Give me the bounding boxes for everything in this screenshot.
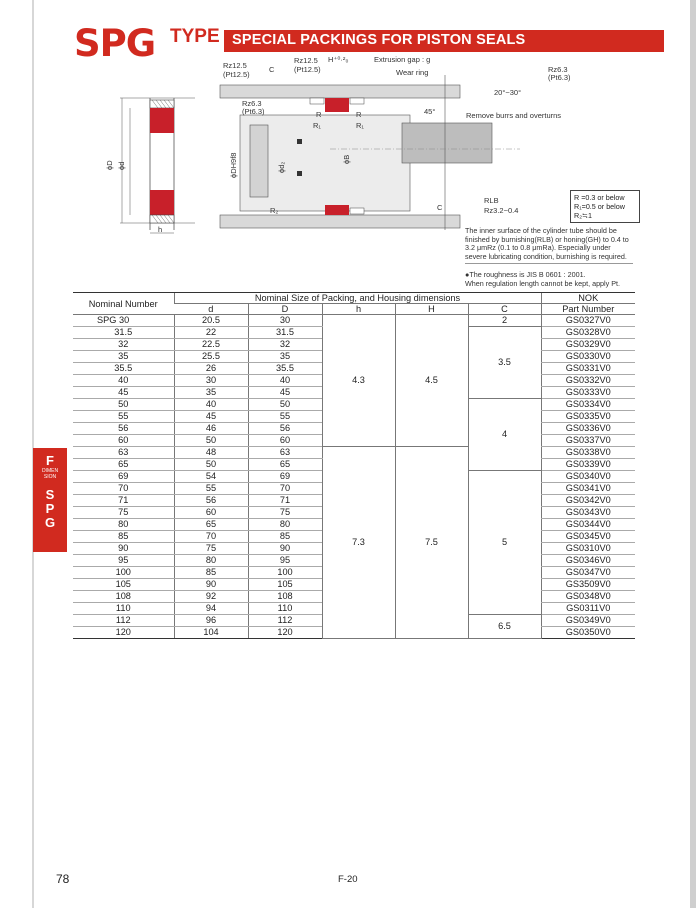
D-cell: 32 bbox=[248, 339, 322, 351]
part-number-cell: GS0341V0 bbox=[541, 483, 635, 495]
D-cell: 30 bbox=[248, 315, 322, 327]
nominal-number-cell: 95 bbox=[73, 555, 174, 567]
side-tab-p: P bbox=[45, 501, 55, 516]
part-number-cell: GS0329V0 bbox=[541, 339, 635, 351]
part-number-cell: GS0339V0 bbox=[541, 459, 635, 471]
part-number-cell: GS0347V0 bbox=[541, 567, 635, 579]
radius-r1-left: R₁ bbox=[313, 121, 321, 130]
nominal-number-cell: 100 bbox=[73, 567, 174, 579]
col-part-number: Part Number bbox=[541, 304, 635, 315]
dim-h: h bbox=[158, 225, 163, 234]
nominal-number-cell: 112 bbox=[73, 615, 174, 627]
nominal-number-cell: 35 bbox=[73, 351, 174, 363]
nominal-number-cell: 63 bbox=[73, 447, 174, 459]
D-cell: 108 bbox=[248, 591, 322, 603]
d-cell: 92 bbox=[174, 591, 248, 603]
side-tab-g: G bbox=[44, 515, 56, 530]
part-number-cell: GS0342V0 bbox=[541, 495, 635, 507]
d-cell: 55 bbox=[174, 483, 248, 495]
table-body bbox=[73, 315, 635, 639]
rz3-2-label: Rz3.2~0.4 bbox=[484, 206, 519, 215]
page-number: 78 bbox=[56, 872, 70, 886]
d-cell: 20.5 bbox=[174, 315, 248, 327]
part-number-cell: GS0333V0 bbox=[541, 387, 635, 399]
page-title: SPECIAL PACKINGS FOR PISTON SEALS bbox=[232, 32, 526, 48]
D-cell: 45 bbox=[248, 387, 322, 399]
d-cell: 22 bbox=[174, 327, 248, 339]
d-cell: 26 bbox=[174, 363, 248, 375]
d-cell: 46 bbox=[174, 423, 248, 435]
D-cell: 56 bbox=[248, 423, 322, 435]
d-cell: 45 bbox=[174, 411, 248, 423]
part-number-cell: GS0330V0 bbox=[541, 351, 635, 363]
D-cell: 35.5 bbox=[248, 363, 322, 375]
part-number-cell: GS0334V0 bbox=[541, 399, 635, 411]
H-cell: 4.5 bbox=[395, 315, 468, 447]
nominal-number-cell: 55 bbox=[73, 411, 174, 423]
radius-r2: R₂ bbox=[270, 206, 279, 215]
nominal-number-cell: 56 bbox=[73, 423, 174, 435]
d-cell: 56 bbox=[174, 495, 248, 507]
part-number-cell: GS0311V0 bbox=[541, 603, 635, 615]
D-cell: 110 bbox=[248, 603, 322, 615]
part-number-cell: GS0343V0 bbox=[541, 507, 635, 519]
head-size: Nominal Size of Packing, and Housing dimensions bbox=[174, 293, 541, 304]
nominal-number-cell: SPG 30 bbox=[73, 315, 174, 327]
d-cell: 75 bbox=[174, 543, 248, 555]
C-cell: 6.5 bbox=[468, 615, 541, 639]
title-banner bbox=[224, 30, 664, 52]
rz6-3-right: Rz6.3 bbox=[548, 65, 568, 74]
d-cell: 85 bbox=[174, 567, 248, 579]
nominal-number-cell: 120 bbox=[73, 627, 174, 639]
col-D: D bbox=[248, 304, 322, 315]
d-cell: 40 bbox=[174, 399, 248, 411]
legend-r: R =0.3 or below bbox=[574, 193, 625, 202]
nominal-number-cell: 35.5 bbox=[73, 363, 174, 375]
head-nominal-number: Nominal Number bbox=[73, 293, 174, 315]
d-cell: 54 bbox=[174, 471, 248, 483]
chamfer-angle: 20°~30° bbox=[494, 88, 522, 97]
legend-r1: R₁=0.5 or below bbox=[574, 202, 625, 211]
C-cell: 2 bbox=[468, 315, 541, 327]
D-cell: 69 bbox=[248, 471, 322, 483]
D-cell: 95 bbox=[248, 555, 322, 567]
part-number-cell: GS0349V0 bbox=[541, 615, 635, 627]
part-number-cell: GS0345V0 bbox=[541, 531, 635, 543]
part-number-cell: GS0337V0 bbox=[541, 435, 635, 447]
table-row bbox=[73, 315, 635, 327]
finish-note: The inner surface of the cylinder tube should be finished by burnishing(RLB) or honing(GH) to 0.4 to 3.2 μmRz (0.1 to 0.8 μmRa). Especially under severe lubricating condition, burnishing is required. bbox=[465, 227, 633, 264]
chamfer-c-bottom: C bbox=[437, 203, 443, 212]
C-cell: 5 bbox=[468, 471, 541, 615]
rz12-5-left: Rz12.5 bbox=[223, 61, 247, 70]
D-cell: 35 bbox=[248, 351, 322, 363]
radius-r-left: R bbox=[316, 110, 322, 119]
d-cell: 90 bbox=[174, 579, 248, 591]
col-d: d bbox=[174, 304, 248, 315]
part-number-cell: GS0338V0 bbox=[541, 447, 635, 459]
page-edge-right bbox=[690, 0, 696, 908]
pt12-5-top: (Pt12.5) bbox=[294, 65, 321, 74]
rlb-label: RLB bbox=[484, 196, 499, 205]
dim-dh9f8: ϕDH9f8 bbox=[229, 152, 238, 178]
roughness-note: ●The roughness is JIS B 0601 : 2001. bbox=[465, 270, 586, 279]
nominal-number-cell: 90 bbox=[73, 543, 174, 555]
H-cell: 7.5 bbox=[395, 447, 468, 639]
d-cell: 96 bbox=[174, 615, 248, 627]
table-row bbox=[73, 447, 635, 459]
col-H: H bbox=[395, 304, 468, 315]
h-cell: 4.3 bbox=[322, 315, 395, 447]
part-number-cell: GS0327V0 bbox=[541, 315, 635, 327]
D-cell: 65 bbox=[248, 459, 322, 471]
part-number-cell: GS0340V0 bbox=[541, 471, 635, 483]
pt6-3-left: (Pt6.3) bbox=[242, 107, 265, 116]
side-tab-s: S bbox=[45, 487, 55, 502]
col-h: h bbox=[322, 304, 395, 315]
h-cell: 7.3 bbox=[322, 447, 395, 639]
radius-legend bbox=[570, 190, 640, 223]
D-cell: 112 bbox=[248, 615, 322, 627]
rz6-3-left: Rz6.3 bbox=[242, 99, 262, 108]
roughness-footnote bbox=[465, 271, 665, 288]
nominal-number-cell: 65 bbox=[73, 459, 174, 471]
pt6-3-right: (Pt6.3) bbox=[548, 73, 571, 82]
D-cell: 75 bbox=[248, 507, 322, 519]
d-cell: 50 bbox=[174, 435, 248, 447]
d-cell: 35 bbox=[174, 387, 248, 399]
series-type-label: TYPE bbox=[170, 26, 220, 47]
part-number-cell: GS0348V0 bbox=[541, 591, 635, 603]
nominal-number-cell: 40 bbox=[73, 375, 174, 387]
pt12-5-left: (Pt12.5) bbox=[223, 70, 250, 79]
d-cell: 50 bbox=[174, 459, 248, 471]
housing-assembly-view bbox=[220, 75, 520, 230]
C-cell: 3.5 bbox=[468, 327, 541, 399]
C-cell: 4 bbox=[468, 399, 541, 471]
page-code: F-20 bbox=[338, 874, 358, 885]
d-cell: 30 bbox=[174, 375, 248, 387]
nominal-number-cell: 60 bbox=[73, 435, 174, 447]
d-cell: 70 bbox=[174, 531, 248, 543]
D-cell: 31.5 bbox=[248, 327, 322, 339]
D-cell: 100 bbox=[248, 567, 322, 579]
d-cell: 25.5 bbox=[174, 351, 248, 363]
part-number-cell: GS0331V0 bbox=[541, 363, 635, 375]
dim-D: ϕD bbox=[105, 160, 114, 170]
part-number-cell: GS0310V0 bbox=[541, 543, 635, 555]
nominal-number-cell: 110 bbox=[73, 603, 174, 615]
d-cell: 22.5 bbox=[174, 339, 248, 351]
nominal-number-cell: 85 bbox=[73, 531, 174, 543]
D-cell: 63 bbox=[248, 447, 322, 459]
head-nok: NOK bbox=[541, 293, 635, 304]
angle-45: 45° bbox=[424, 107, 436, 116]
nominal-number-cell: 31.5 bbox=[73, 327, 174, 339]
dim-d: ϕd bbox=[117, 161, 126, 170]
part-number-cell: GS0346V0 bbox=[541, 555, 635, 567]
nominal-number-cell: 69 bbox=[73, 471, 174, 483]
D-cell: 120 bbox=[248, 627, 322, 639]
part-number-cell: GS0328V0 bbox=[541, 327, 635, 339]
side-tab-word2: SION bbox=[43, 474, 57, 480]
part-number-cell: GS0336V0 bbox=[541, 423, 635, 435]
D-cell: 50 bbox=[248, 399, 322, 411]
nominal-number-cell: 108 bbox=[73, 591, 174, 603]
d-cell: 104 bbox=[174, 627, 248, 639]
nominal-number-cell: 75 bbox=[73, 507, 174, 519]
side-tab-word1: DIMEN bbox=[41, 468, 59, 474]
d-cell: 60 bbox=[174, 507, 248, 519]
series-code: SPG bbox=[74, 22, 156, 65]
radius-r-right: R bbox=[356, 110, 362, 119]
part-number-cell: GS0332V0 bbox=[541, 375, 635, 387]
seal-installation-diagram bbox=[100, 55, 640, 235]
d-cell: 65 bbox=[174, 519, 248, 531]
wear-ring-label: Wear ring bbox=[396, 68, 429, 77]
rz12-5-top: Rz12.5 bbox=[294, 56, 318, 65]
D-cell: 55 bbox=[248, 411, 322, 423]
nominal-number-cell: 70 bbox=[73, 483, 174, 495]
D-cell: 70 bbox=[248, 483, 322, 495]
h-tolerance: H⁺⁰·²₀ bbox=[328, 55, 349, 64]
remove-burrs-label: Remove burrs and overturns bbox=[466, 111, 562, 120]
D-cell: 85 bbox=[248, 531, 322, 543]
dimension-table bbox=[73, 292, 635, 639]
d-cell: 80 bbox=[174, 555, 248, 567]
extrusion-gap-label: Extrusion gap : g bbox=[374, 55, 431, 64]
nominal-number-cell: 80 bbox=[73, 519, 174, 531]
nominal-number-cell: 45 bbox=[73, 387, 174, 399]
D-cell: 60 bbox=[248, 435, 322, 447]
D-cell: 80 bbox=[248, 519, 322, 531]
dim-d2: ϕd₂ bbox=[277, 161, 286, 173]
D-cell: 40 bbox=[248, 375, 322, 387]
nominal-number-cell: 105 bbox=[73, 579, 174, 591]
col-C: C bbox=[468, 304, 541, 315]
D-cell: 71 bbox=[248, 495, 322, 507]
regulation-note: When regulation length cannot be kept, apply Pt. bbox=[465, 278, 621, 288]
D-cell: 105 bbox=[248, 579, 322, 591]
radius-r1-right: R₁ bbox=[356, 121, 364, 130]
nominal-number-cell: 50 bbox=[73, 399, 174, 411]
part-number-cell: GS0350V0 bbox=[541, 627, 635, 639]
legend-r2: R₂≒1 bbox=[574, 211, 593, 220]
nominal-number-cell: 71 bbox=[73, 495, 174, 507]
part-number-cell: GS0344V0 bbox=[541, 519, 635, 531]
d-cell: 48 bbox=[174, 447, 248, 459]
d-cell: 94 bbox=[174, 603, 248, 615]
side-tab-letter: F bbox=[46, 453, 54, 468]
part-number-cell: GS0335V0 bbox=[541, 411, 635, 423]
chamfer-c-top: C bbox=[269, 65, 275, 74]
nominal-number-cell: 32 bbox=[73, 339, 174, 351]
side-index-tab[interactable] bbox=[33, 448, 67, 552]
packing-section-view bbox=[120, 98, 195, 233]
dim-b: ϕB bbox=[342, 154, 351, 164]
part-number-cell: GS3509V0 bbox=[541, 579, 635, 591]
D-cell: 90 bbox=[248, 543, 322, 555]
